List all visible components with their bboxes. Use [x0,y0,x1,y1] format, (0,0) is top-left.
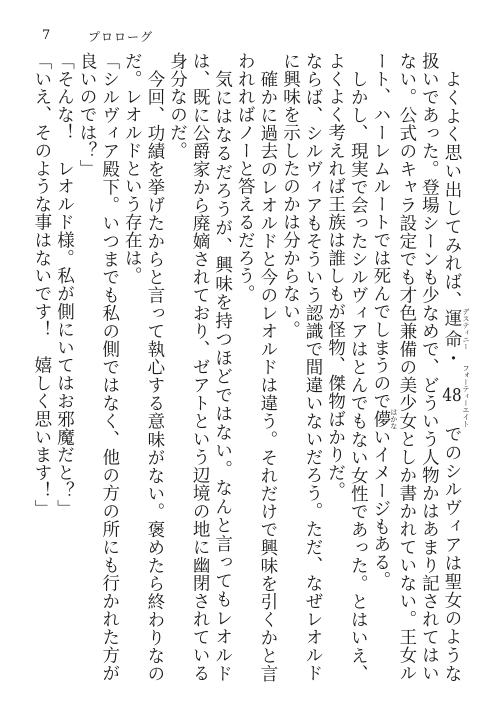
text-run: 気にはなるだろうが、興味を持つほどではない。なんと言ってもレオルドは、既に公爵家から廃嫡されており、ゼアトという辺境の地に幽閉されている身分なのだ。 [167,52,233,682]
ruby-reading: デスティニー [462,307,470,350]
paragraph [53,52,76,682]
ruby-base: 儚 [370,408,391,430]
text-run: ならば、シルヴィアもそういう認識で間違いないだろう。ただ、なぜレオルドに興味を示したのかは分からない。 [280,52,324,682]
text-run: 今回、功績を挙げたからと言って執心する意味がない。褒めたら終わりなのだ。レオルドという存在は。 [122,52,165,682]
text-run: 「そんな！ レオルド様。私が側にいてはお邪魔だと？」 [54,52,75,518]
paragraph [324,52,369,682]
paragraph [30,52,53,682]
text-run: ・ [442,348,462,367]
ruby-base: 運命 [442,307,462,350]
ruby-annotation [442,307,470,350]
ruby-annotation [442,363,470,427]
text-run: いイメージもある。 [370,427,391,590]
text-run: でのシルヴィアは聖女のような扱いであった。登場シーンも少なめで、どういう人物かはあまり記されてはいない。公式のキャラ設定でも才色兼備の美少女としか書かれていない。王女ルート、ハーレムルートでは死んでしまうので [370,52,462,682]
ruby-reading: フォーティーエイト [462,363,470,427]
ruby-base: 48 [442,386,462,405]
paragraph [369,52,470,682]
paragraph [121,52,166,682]
paragraph [279,52,324,682]
text-run: 「シルヴィア殿下。いつまでも私の側ではなく、他の方の所にも行かれた方が良いのでは？」 [77,52,120,682]
text-run: よくよく思い出してみれば、 [442,69,462,310]
running-head: プロローグ [88,30,154,44]
text-run: 「いえ、そのような事はないです！ 嬉しく思います！」 [31,52,52,518]
paragraph [76,52,121,682]
page-number: 7 [42,28,51,43]
ruby-annotation [370,408,398,430]
body-text [31,52,470,682]
ruby-reading: はかな [389,408,398,430]
paragraph [234,52,279,682]
paragraph [166,52,234,682]
text-run: 確かに過去のレオルドと今のレオルドは違う。それだけで興味を引くかと言われればノーと答えるだろう。 [235,52,278,682]
text-run: しかし、現実で会ったシルヴィアはとんでもない女性であった。とはいえ、よくよく考えれば王族は誰しもが怪物、傑物ばかりだ。 [325,52,369,682]
